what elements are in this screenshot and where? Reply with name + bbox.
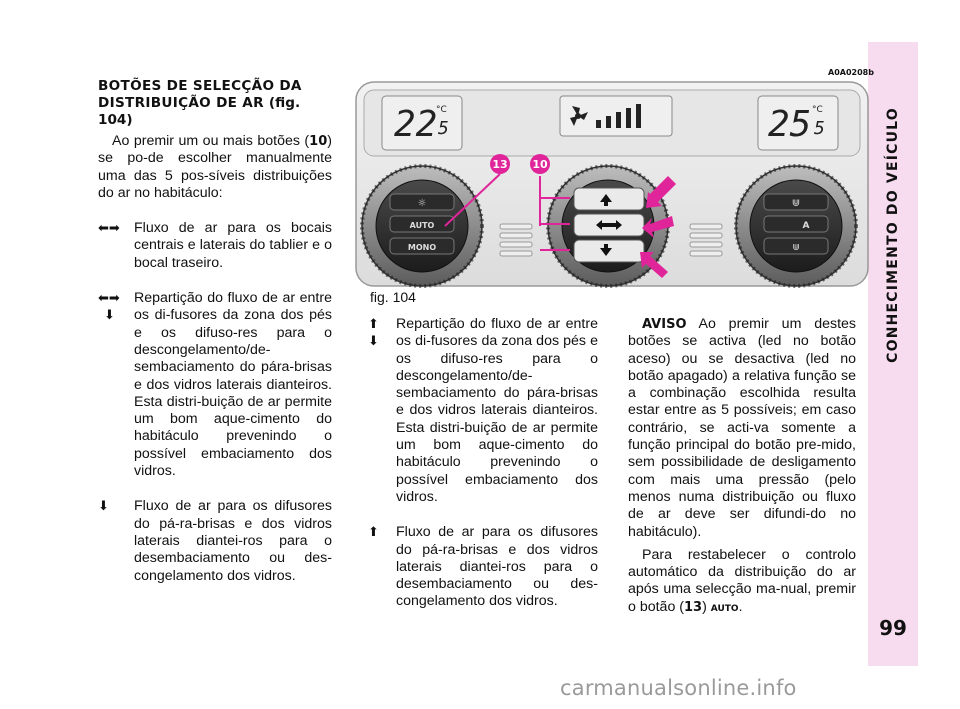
figure-ref-code: A0A0208b xyxy=(828,68,874,77)
warning-paragraph: AVISO Ao premir um destes botões se activa (led no botão aceso) ou se desactiva (led no botão apagado) a relativa função se a combinação escolhida resulta estar entre as 5 possíveis; em caso contrário, se acti-va somente a função principal do botão pre-mido, sem possibilidade de desligamento com mais uma pressão (pelo menos numa distribuição ou fluxo de ar deve ser difundi-do no habitáculo). xyxy=(628,316,856,540)
column-1 xyxy=(98,78,332,585)
defrost-icon: ⋓ xyxy=(791,198,801,209)
svg-text:25: 25 xyxy=(768,104,812,145)
callout-10 xyxy=(530,154,550,174)
column-2 xyxy=(368,316,598,611)
column-3 xyxy=(628,316,856,618)
watermark: carmanualsonline.info xyxy=(560,676,797,700)
left-control-knob xyxy=(362,166,482,286)
climate-control-panel-figure xyxy=(350,76,870,288)
arrow-up-down-icon: ⬆ ⬇ xyxy=(368,317,379,350)
arrow-up-icon: ⬆ xyxy=(368,525,379,541)
list-item: ⬆ ⬇ Repartição do fluxo de ar entre os di-fusores da zona dos pés e os difuso-res para o descongelamento/de-sembaciamento do pára-brisas e dos vidros laterais dianteiros. Esta distri-buição de ar permite um bom aque-cimento do habitáculo prevenindo o possível embaciamento dos vidros. xyxy=(368,316,598,505)
rear-defrost-icon: ⋓ xyxy=(792,243,800,253)
figure-caption: fig. 104 xyxy=(370,289,416,305)
section-title-vertical: CONHECIMENTO DO VEÍCULO xyxy=(885,107,902,363)
svg-text:°C: °C xyxy=(436,105,447,115)
arrow-down-icon: ⬇ xyxy=(98,499,109,515)
temperature-display-left xyxy=(382,96,462,150)
list-item: ⬅➡ ⬇ Repartição do fluxo de ar entre os di-fusores da zona dos pés e os difuso-res para o descongelamento/de-sembaciamento do pára-brisas e dos vidros laterais dianteiros. Esta distri-buição de ar permite um bom aque-cimento do habitáculo prevenindo o possível embaciamento dos vidros. xyxy=(98,290,332,480)
svg-text:10: 10 xyxy=(532,158,548,171)
svg-text:5: 5 xyxy=(438,118,449,139)
list-item: ⬆ Fluxo de ar para os difusores do pá-ra-brisas e dos vidros laterais diantei-ros para o desembaciamento ou des-congelamento dos vidros. xyxy=(368,524,598,610)
recirculation-icon: ☼ xyxy=(417,198,427,209)
svg-text:°C: °C xyxy=(812,105,823,115)
arrow-left-right-icon: ⬅➡ xyxy=(98,221,120,237)
svg-text:13: 13 xyxy=(492,158,508,171)
page-number: 99 xyxy=(879,616,907,640)
section-heading: BOTÕES DE SELECÇÃO DA DISTRIBUIÇÃO DE AR (fig. 104) xyxy=(98,78,302,128)
svg-text:5: 5 xyxy=(814,118,825,139)
list-item: ⬇ Fluxo de ar para os difusores do pá-ra-brisas e dos vidros laterais diantei-ros para o desembaciamento ou des-congelamento dos vidros. xyxy=(98,498,332,584)
auto-button: AUTO xyxy=(409,221,435,230)
recirculation-a-button: A xyxy=(802,221,810,231)
svg-text:22: 22 xyxy=(394,104,438,145)
fan-speed-display xyxy=(560,96,672,136)
callout-13 xyxy=(490,154,510,174)
arrow-left-right-down-icon: ⬅➡ ⬇ xyxy=(98,291,120,324)
restore-paragraph: Para restabelecer o controlo automático da distribuição do ar após uma selecção ma-nual, premir o botão (13) AUTO. xyxy=(628,546,856,615)
intro-paragraph: Ao premir um ou mais botões (10) se po-de escolher manualmente uma das 5 pos-síveis distribuições do ar no habitáculo: xyxy=(98,133,332,201)
list-item: ⬅➡ Fluxo de ar para os bocais centrais e laterais do tablier e o bocal traseiro. xyxy=(98,220,332,271)
right-control-knob xyxy=(736,166,856,286)
warning-label: AVISO xyxy=(642,317,687,332)
mono-button: MONO xyxy=(407,243,437,252)
temperature-display-right xyxy=(758,96,838,150)
